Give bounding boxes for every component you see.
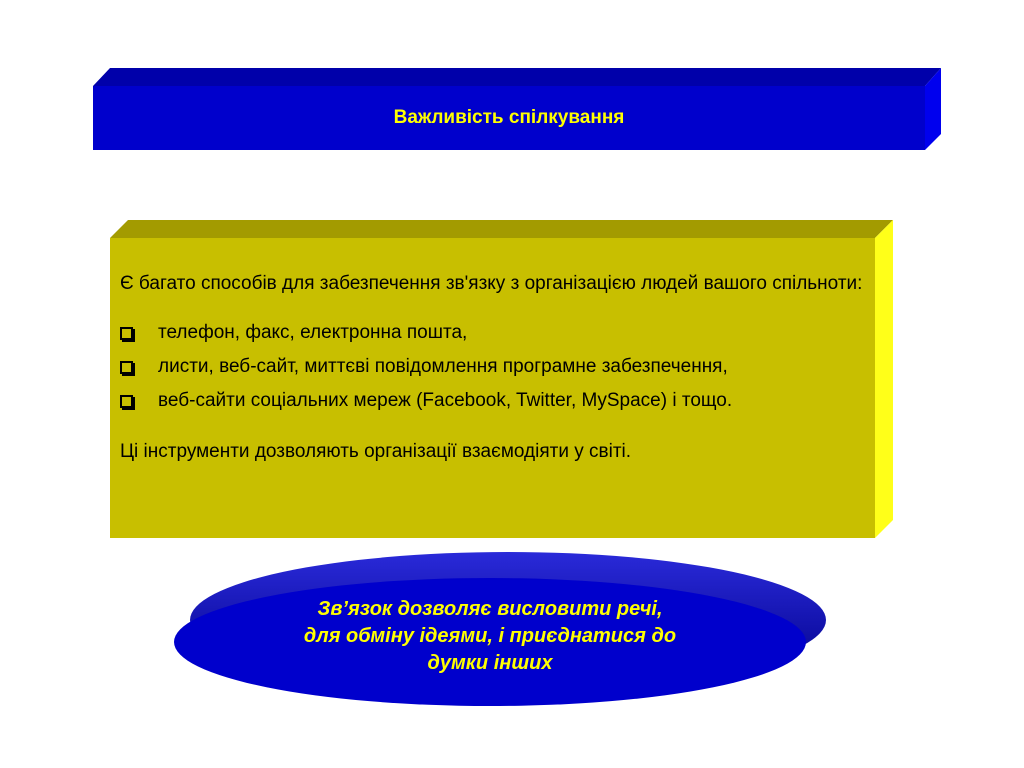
bullet-text: листи, веб-сайт, миттєві повідомлення програмне забезпечення, [158,356,728,377]
oval-text [230,596,750,677]
bullet-text: веб-сайти соціальних мереж (Facebook, Twitter, MySpace) і тощо. [158,390,733,411]
oval-line: думки інших [427,652,553,674]
slide-title: Важливість спілкування [393,107,625,128]
intro-paragraph: Є багато способів для забезпечення зв'язку з організацією людей вашого спільноти: [120,273,863,294]
conclusion-paragraph: Ці інструменти дозволяють організації взаємодіяти у світі. [120,441,632,462]
oval-line: Зв’язок дозволяє висловити речі, [317,598,663,620]
oval-line: для обміну ідеями, і приєднатися до [303,625,677,647]
bullet-text: телефон, факс, електронна пошта, [158,322,468,343]
